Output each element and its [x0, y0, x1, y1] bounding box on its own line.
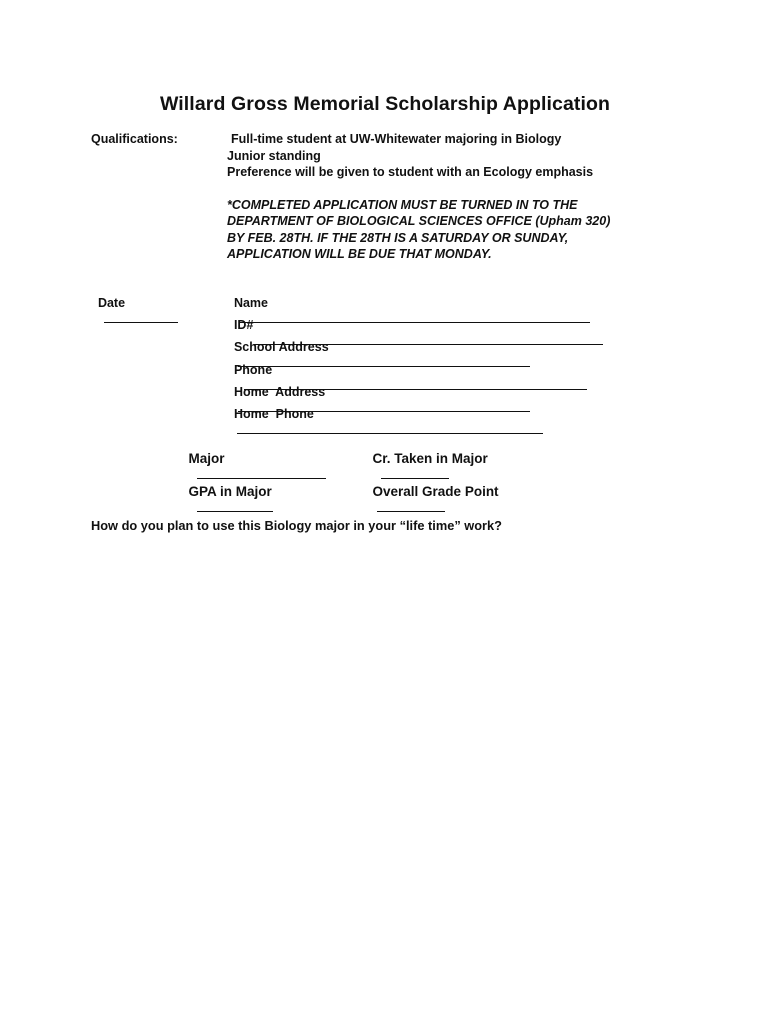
id-label: ID# — [233, 318, 254, 332]
deadline-notice — [227, 197, 610, 262]
life-work-question: How do you plan to use this Biology major in your “life time” work? — [91, 518, 502, 533]
overall-gpa-field[interactable] — [365, 468, 499, 516]
notice-line: *COMPLETED APPLICATION MUST BE TURNED IN TO THE — [227, 198, 578, 212]
form-title: Willard Gross Memorial Scholarship Application — [159, 93, 611, 115]
major-label: Major — [188, 451, 225, 466]
phone-label: Phone — [233, 363, 273, 377]
date-blank[interactable] — [104, 311, 178, 323]
qualifications-label: Qualifications: — [91, 132, 178, 146]
overall-gpa-blank[interactable] — [377, 500, 445, 512]
home-phone-blank[interactable] — [237, 422, 543, 434]
date-label: Date — [97, 296, 126, 310]
qualification-item: Junior standing — [227, 148, 321, 163]
home-phone-label: Home Phone — [233, 407, 314, 421]
qualifications-list — [227, 131, 593, 181]
school-address-label: School Address — [233, 340, 329, 354]
name-label: Name — [233, 296, 268, 310]
qualification-item: Full-time student at UW-Whitewater majoring in Biology — [231, 132, 562, 146]
credits-taken-label: Cr. Taken in Major — [372, 451, 488, 466]
date-field[interactable] — [91, 279, 178, 327]
notice-line: DEPARTMENT OF BIOLOGICAL SCIENCES OFFICE (Upham 320) — [227, 214, 611, 229]
gpa-major-field[interactable] — [181, 468, 273, 516]
home-address-label: Home Address — [233, 385, 326, 399]
gpa-major-label: GPA in Major — [188, 484, 272, 499]
gpa-major-blank[interactable] — [197, 500, 273, 512]
notice-line: BY FEB. 28TH. IF THE 28TH IS A SATURDAY OR SUNDAY, — [227, 230, 569, 245]
home-phone-field[interactable] — [227, 390, 543, 438]
overall-gpa-label: Overall Grade Point — [372, 484, 499, 499]
qualification-item: Preference will be given to student with an Ecology emphasis — [227, 165, 594, 179]
notice-line: APPLICATION WILL BE DUE THAT MONDAY. — [227, 246, 492, 261]
